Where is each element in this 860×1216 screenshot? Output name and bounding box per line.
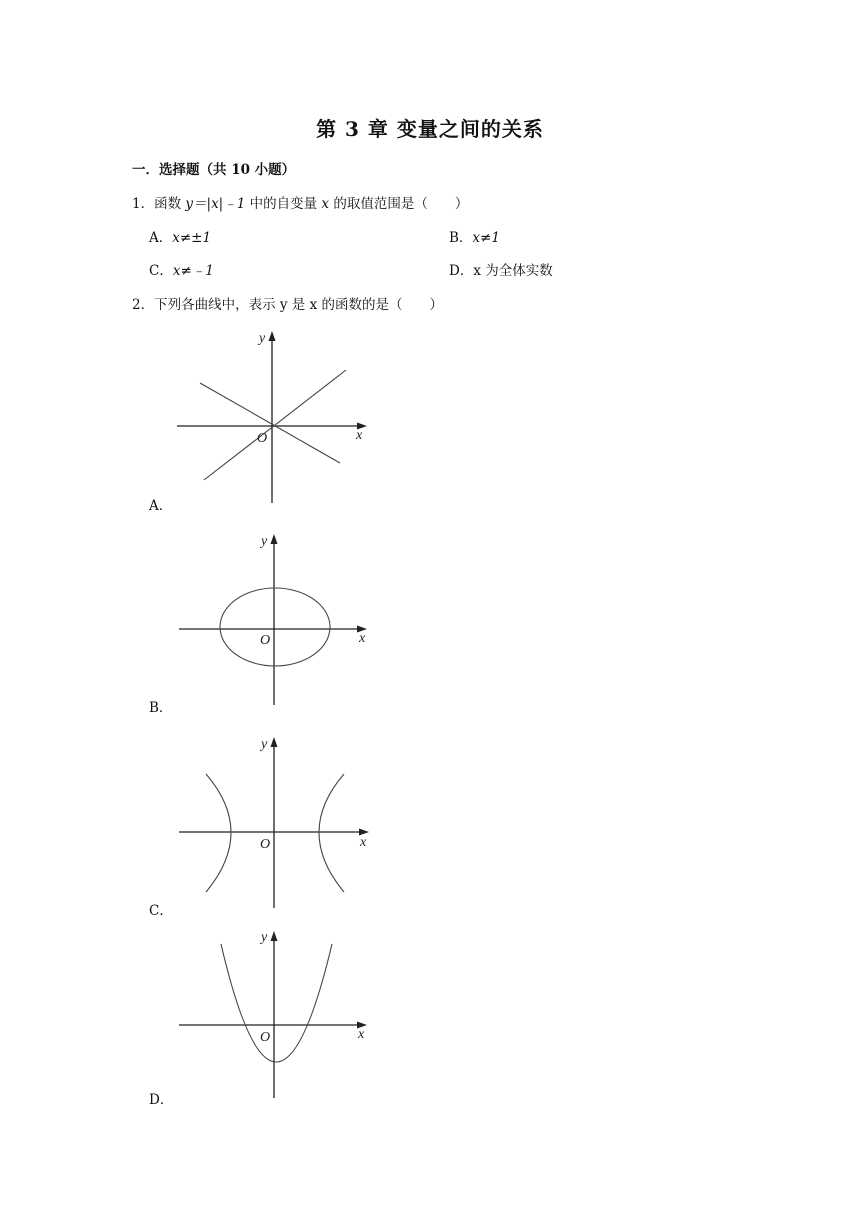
x-axis-label: x (360, 835, 367, 850)
graph-label-a[interactable]: A． (149, 498, 173, 514)
y-arrow-icon (271, 931, 278, 941)
option-text: x≠±1 (172, 230, 212, 246)
variable: x (321, 196, 330, 212)
graph-d-svg (170, 922, 380, 1102)
option-label: D． (449, 263, 474, 279)
option-b[interactable] (449, 226, 500, 246)
page-title: 第 3 章 变量之间的关系 (316, 117, 544, 141)
formula: y＝|x|﹣1 (185, 196, 246, 212)
curve-parabola (221, 944, 332, 1062)
graph-c (170, 730, 380, 910)
question-text-mid: 中的自变量 (245, 196, 322, 212)
option-text: x 为全体实数 (473, 263, 553, 279)
option-d[interactable] (449, 259, 553, 279)
x-axis-label: x (356, 428, 363, 443)
graph-c-svg (170, 730, 380, 910)
question-text: 下列各曲线中，表示 y 是 x 的函数的是（ ） (154, 297, 443, 313)
x-axis-label: x (359, 631, 366, 646)
y-axis-label: y (259, 331, 266, 346)
graph-d (170, 922, 380, 1102)
y-axis-label: y (261, 737, 268, 752)
origin-label: O (260, 1030, 271, 1045)
y-axis-label: y (261, 930, 268, 945)
origin-label: O (260, 633, 271, 648)
option-text: x≠﹣1 (172, 263, 214, 279)
question-2 (132, 293, 443, 313)
question-text-post: 的取值范围是（ ） (329, 196, 469, 212)
question-number: 2． (132, 297, 155, 313)
option-c[interactable] (149, 259, 214, 279)
graph-a (170, 325, 380, 505)
origin-label: O (257, 431, 268, 446)
curve-branch-right (319, 774, 344, 892)
graph-a-svg (170, 325, 380, 505)
option-text: x≠1 (472, 230, 500, 246)
graph-label-d[interactable]: D． (149, 1092, 174, 1108)
y-axis-label: y (261, 534, 268, 549)
question-text-pre: 函数 (154, 196, 186, 212)
curve-ellipse (220, 588, 330, 666)
origin-label: O (260, 837, 271, 852)
y-arrow-icon (271, 534, 278, 544)
option-label: B． (449, 230, 473, 246)
curve-branch-left (206, 774, 231, 892)
curve-line-2 (200, 383, 340, 463)
section-heading: 一．选择题（共 10 小题） (132, 162, 296, 178)
graph-b-svg (170, 527, 380, 707)
question-number: 1． (132, 196, 155, 212)
x-axis-label: x (358, 1027, 365, 1042)
option-label: A． (149, 230, 173, 246)
option-label: C． (149, 263, 173, 279)
y-arrow-icon (269, 331, 276, 341)
question-1 (132, 192, 468, 212)
graph-b (170, 527, 380, 707)
option-a[interactable] (149, 226, 211, 246)
graph-label-b[interactable]: B． (149, 700, 173, 716)
graph-label-c[interactable]: C． (149, 903, 173, 919)
y-arrow-icon (271, 737, 278, 747)
curve-line-1 (204, 370, 346, 480)
